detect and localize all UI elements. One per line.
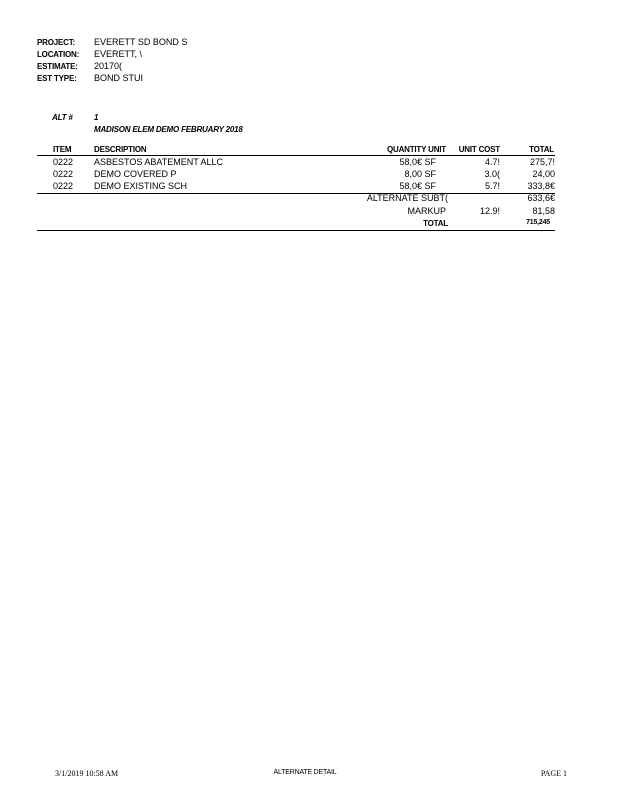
row-total: 24,00	[532, 169, 555, 179]
location-label: LOCATION:	[37, 50, 80, 59]
column-header-quantity-unit: QUANTITY UNIT	[386, 145, 446, 154]
alt-number: 1	[94, 113, 99, 122]
footer-report-name: ALTERNATE DETAIL	[273, 769, 337, 776]
total-label: TOTAL	[423, 219, 448, 228]
column-header-description: DESCRIPTION	[94, 145, 147, 154]
row-unit-cost: 4.7!	[484, 157, 500, 167]
project-label: PROJECT:	[37, 38, 75, 47]
footer-page-number: PAGE 1	[540, 769, 567, 778]
estimate-value: 20170(	[94, 61, 123, 71]
row-item: 0222	[53, 157, 74, 167]
alternate-subtotal-label: ALTERNATE SUBT(	[366, 193, 448, 203]
row-quantity: 58,0€ SF	[399, 157, 436, 167]
markup-label: MARKUP	[407, 206, 446, 216]
project-value: EVERETT SD BOND S	[94, 37, 188, 47]
row-total: 333,8€	[527, 181, 555, 191]
est-type-label: EST TYPE:	[37, 74, 77, 83]
column-header-item: ITEM	[53, 145, 72, 154]
column-header-unit-cost: UNIT COST	[458, 145, 500, 154]
row-unit-cost: 5.7!	[484, 181, 500, 191]
est-type-value: BOND STUI	[94, 73, 144, 83]
alternate-subtotal-value: 633,6€	[527, 193, 555, 203]
row-description: ASBESTOS ABATEMENT ALLC	[94, 157, 224, 167]
row-total: 275,7!	[529, 157, 555, 167]
footer-datetime: 3/1/2019 10:58 AM	[55, 769, 119, 778]
column-header-total: TOTAL	[529, 145, 554, 154]
row-quantity: 8,00 SF	[404, 169, 436, 179]
alt-title: MADISON ELEM DEMO FEBRUARY 2018	[94, 125, 243, 134]
row-quantity: 58,0€ SF	[399, 181, 436, 191]
location-value: EVERETT, \	[94, 49, 143, 59]
row-description: DEMO EXISTING SCH	[94, 181, 188, 191]
total-value: 715,245	[526, 219, 550, 226]
row-item: 0222	[53, 169, 74, 179]
markup-value: 81,58	[532, 206, 555, 216]
rows-bottom-rule	[37, 193, 555, 194]
row-item: 0222	[53, 181, 74, 191]
header-rule	[37, 155, 555, 156]
estimate-label: ESTIMATE:	[37, 62, 78, 71]
row-description: DEMO COVERED P	[94, 169, 177, 179]
alt-label: ALT #	[52, 113, 73, 122]
markup-percent: 12.9!	[479, 206, 500, 216]
total-rule	[37, 230, 555, 231]
row-unit-cost: 3.0(	[484, 169, 500, 179]
